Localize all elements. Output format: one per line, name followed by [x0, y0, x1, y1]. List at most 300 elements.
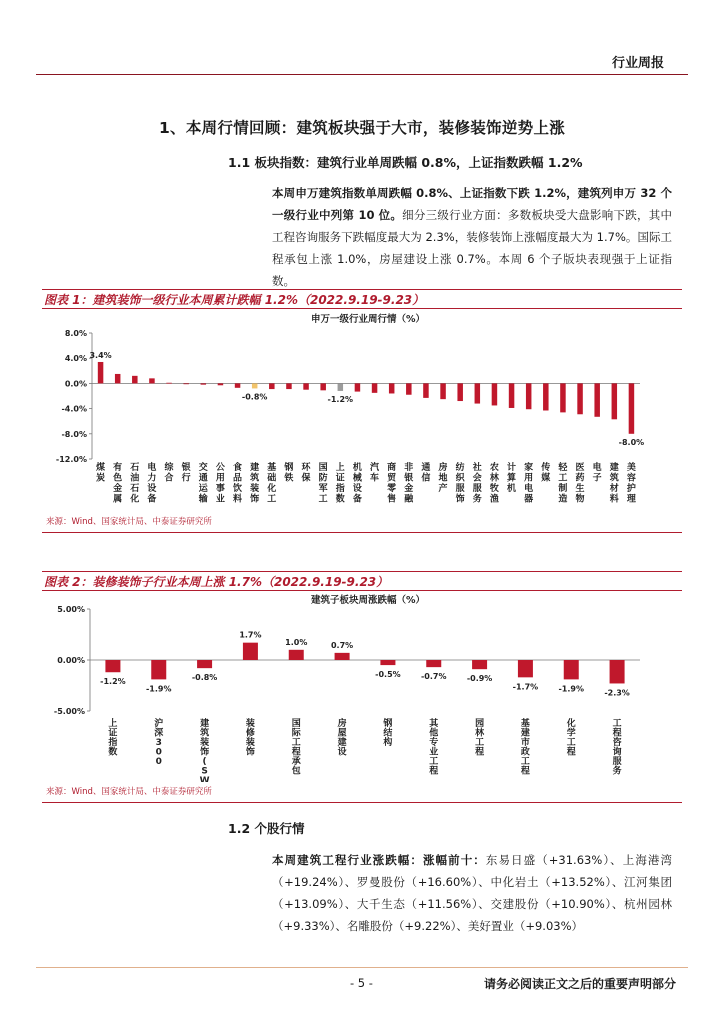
x-category-label-char: 结 — [383, 728, 393, 739]
x-category-label-char: 医 — [575, 463, 585, 473]
x-category-label — [387, 461, 397, 505]
x-category-label-char: 煤 — [96, 463, 106, 473]
x-category-label — [200, 717, 210, 782]
x-category-label — [429, 717, 439, 777]
x-category-label-char: 建 — [250, 463, 260, 473]
x-category-label-char: 工 — [566, 738, 576, 748]
section-title: 1、本周行情回顾：建筑板块强于大市，装修装饰逆势上涨 — [158, 119, 566, 137]
paragraph-index-summary — [272, 182, 672, 292]
bar — [335, 653, 350, 660]
bar — [183, 383, 189, 384]
bar — [151, 660, 166, 679]
bar — [472, 660, 487, 669]
bar — [105, 660, 120, 672]
bar — [115, 374, 121, 383]
x-category-label-char: 际 — [291, 728, 301, 739]
data-label: 3.4% — [89, 350, 112, 360]
x-category-label-char: 食 — [233, 463, 243, 473]
bar — [286, 383, 292, 389]
x-category-label-char: 料 — [609, 494, 619, 505]
x-category-label — [489, 461, 500, 505]
data-label: -1.9% — [145, 684, 172, 694]
x-category-label-char: 备 — [352, 494, 362, 505]
bar — [218, 383, 224, 385]
x-category-label-char: 地 — [438, 473, 448, 484]
x-category-label — [421, 461, 430, 484]
x-category-label-char: 证 — [108, 728, 118, 739]
data-label: -1.9% — [558, 684, 585, 694]
x-category-label-char: 油 — [130, 473, 140, 484]
x-category-label-char: 用 — [215, 473, 225, 484]
x-category-label-char: 包 — [291, 766, 301, 777]
x-category-label-char: 饰 — [200, 747, 210, 758]
paragraph-top-gainers — [272, 849, 672, 937]
x-category-label-char: 环 — [301, 463, 311, 473]
x-category-label — [524, 461, 533, 505]
x-category-label-char: 械 — [352, 473, 362, 484]
bar — [594, 383, 600, 416]
x-category-label-char: 咨 — [612, 738, 622, 748]
x-category-label-char: 事 — [215, 484, 225, 494]
bar — [132, 376, 138, 384]
x-category-label — [404, 461, 414, 505]
x-category-label-char: 药 — [575, 473, 585, 484]
x-category-label-char: 询 — [612, 747, 622, 758]
x-category-label-char: 政 — [520, 747, 530, 758]
x-category-label — [370, 461, 380, 484]
x-category-label-char: 业 — [429, 747, 439, 758]
paragraph-bold-lead: 本周建筑工程行业涨跌幅：涨幅前十： — [272, 853, 486, 867]
x-category-label-char: 饰 — [455, 494, 465, 505]
y-tick-label: -5.00% — [53, 707, 85, 716]
header-divider — [36, 74, 688, 75]
x-category-label — [507, 461, 516, 494]
x-category-label-char: 上 — [108, 719, 118, 729]
bar — [372, 383, 378, 392]
paragraph-body: 东易日盛（+31.63%）、上海港湾（+19.24%）、罗曼股份（+16.60%）、中化岩土（+13.52%）、江河集团（+13.09%）、大千生态（+11.56%）、交建股份（+10.90%）、杭州园林（+9.33%）、名雕股份（+9.22%）、美好置业（+9.03%） — [272, 853, 672, 933]
bar — [389, 383, 395, 393]
x-category-label-char: 计 — [507, 463, 517, 473]
page-number: - 5 - — [350, 976, 373, 990]
x-category-label-char: 房 — [438, 463, 448, 473]
x-category-label — [557, 461, 568, 505]
x-category-label — [475, 717, 485, 758]
x-category-label — [147, 461, 156, 505]
chart-title: 申万一级行业周行情（%） — [310, 314, 426, 325]
bar — [166, 383, 172, 384]
x-category-label-char: 输 — [198, 494, 208, 505]
x-category-label-char: 他 — [429, 728, 439, 739]
x-category-label — [382, 717, 392, 748]
x-category-label — [198, 461, 209, 505]
data-label: -0.8% — [241, 392, 268, 402]
x-category-label-char: 饰 — [250, 494, 260, 505]
x-category-label-char: 制 — [558, 484, 568, 494]
x-category-label-char: 护 — [626, 484, 636, 494]
x-category-label-char: 基 — [267, 463, 277, 473]
figure-1-title: 图表 1：建筑装饰一级行业本周累计跌幅 1.2%（2022.9.19-9.23） — [42, 289, 682, 309]
x-category-label-char: 饰 — [245, 747, 255, 758]
x-category-label-char: 其 — [429, 719, 439, 729]
x-category-label-char: 指 — [335, 484, 345, 494]
x-category-label — [112, 461, 122, 505]
x-category-label-char: 社 — [472, 463, 482, 473]
x-category-label-char: 装 — [245, 738, 255, 748]
bar — [338, 383, 344, 391]
bar — [475, 383, 481, 403]
x-category-label-char: 建 — [520, 728, 530, 739]
x-category-label — [520, 717, 530, 777]
data-label: 0.7% — [330, 640, 354, 650]
x-category-label-char: 家 — [524, 463, 534, 473]
x-category-label-char: 证 — [335, 473, 345, 484]
x-category-label-char: 料 — [233, 494, 243, 505]
y-tick-label: 0.0% — [64, 379, 87, 389]
y-tick-label: 4.0% — [64, 354, 87, 364]
figure-2-source: 来源：Wind、国家统计局、中泰证券研究所 — [46, 787, 212, 797]
x-category-label-char: 服 — [455, 484, 465, 494]
x-category-label-char: 子 — [592, 473, 602, 484]
x-category-label-char: 纺 — [455, 463, 465, 473]
x-category-label-char: 钢 — [383, 719, 393, 729]
x-category-label-char: 程 — [520, 766, 530, 777]
x-category-label-char: 牧 — [489, 484, 499, 494]
x-category-label-char: 综 — [164, 463, 174, 473]
x-category-label-char: 0 — [155, 747, 162, 758]
data-label: -1.7% — [512, 682, 539, 692]
x-category-label-char: 行 — [181, 473, 191, 484]
x-category-label-char: 房 — [337, 719, 347, 729]
x-category-label-char: 通 — [421, 463, 431, 473]
x-category-label-char: 饮 — [233, 484, 243, 494]
x-category-label-char: 石 — [130, 463, 140, 473]
x-category-label-char: 防 — [318, 473, 328, 484]
x-category-label-char: 础 — [267, 473, 277, 484]
x-category-label — [129, 461, 139, 505]
bar — [560, 383, 566, 412]
x-category-label-char: 工 — [612, 719, 622, 729]
paragraph-body: 细分三级行业方面：多数板块受大盘影响下跌，其中工程咨询服务下跌幅度最大为 2.3%，装修装饰上涨幅度最大为 1.7%。国际工程承包上涨 1.0%，房屋建设上涨 0.7%。本周 6 个子版块表现强于上证指数。 — [272, 208, 672, 288]
x-category-label-char: 构 — [383, 738, 393, 748]
bar — [610, 660, 625, 683]
subsection-title-index: 1.1 板块指数：建筑行业单周跌幅 0.8%，上证指数跌幅 1.2% — [228, 155, 583, 170]
x-category-label-char: 备 — [147, 494, 157, 505]
x-category-label-char: 品 — [233, 473, 243, 484]
x-category-label — [627, 461, 637, 505]
x-category-label-char: 建 — [200, 719, 210, 729]
x-category-label-char: 公 — [215, 463, 225, 473]
bar — [197, 660, 212, 668]
x-category-label-char: 工 — [291, 738, 301, 748]
x-category-label-char: 售 — [387, 494, 397, 505]
bar — [509, 383, 515, 408]
x-category-label-char: 融 — [404, 494, 414, 505]
footer-disclaimer: 请务必阅读正文之后的重要声明部分 — [483, 977, 676, 991]
x-category-label-char: 电 — [147, 463, 157, 473]
x-category-label-char: 3 — [155, 738, 162, 748]
y-tick-label: 5.00% — [57, 605, 85, 614]
x-category-label — [472, 461, 483, 505]
x-category-label-char: 织 — [455, 473, 465, 484]
x-category-label-char: 工 — [429, 757, 439, 767]
x-category-label-char: 用 — [524, 473, 534, 484]
x-category-label — [610, 461, 619, 505]
subsection-title-stocks: 1.2 个股行情 — [228, 821, 305, 836]
bar — [201, 383, 207, 384]
x-category-label — [540, 461, 551, 484]
x-category-label — [319, 461, 328, 505]
x-category-label-char: 国 — [291, 719, 301, 729]
y-tick-label: 8.0% — [64, 329, 87, 338]
x-category-label-char: 数 — [335, 494, 345, 505]
data-label: 1.7% — [239, 630, 262, 640]
data-label: -1.2% — [327, 394, 354, 404]
x-category-label — [337, 717, 347, 758]
x-category-label-char: 车 — [370, 473, 380, 484]
x-category-label-char: 石 — [130, 484, 140, 494]
x-category-label-char: 修 — [245, 728, 255, 739]
x-category-label — [456, 461, 466, 505]
x-category-label-char: 务 — [472, 494, 482, 505]
x-category-label-char: 色 — [113, 473, 123, 484]
x-category-label-char: 容 — [626, 473, 636, 484]
data-label: -0.8% — [191, 673, 218, 683]
x-category-label — [438, 461, 448, 494]
x-category-label-char: 材 — [609, 484, 619, 494]
x-category-label-char: 轻 — [558, 463, 568, 473]
x-category-label-char: 运 — [198, 484, 208, 494]
x-category-label-char: 学 — [566, 728, 576, 739]
x-category-label-char: 设 — [147, 484, 157, 494]
x-category-label — [233, 461, 242, 505]
x-category-label-char: 务 — [612, 766, 622, 777]
x-category-label-char: 设 — [337, 747, 347, 758]
bar — [543, 383, 549, 410]
y-tick-label: 0.00% — [57, 656, 85, 665]
x-category-label-char: 装 — [200, 738, 210, 748]
x-category-label-char: 机 — [352, 463, 362, 473]
x-category-label-char: 专 — [429, 738, 439, 748]
x-category-label-char: 美 — [626, 463, 636, 473]
x-category-label — [291, 717, 302, 777]
x-category-label-char: 炭 — [96, 473, 106, 484]
bar — [289, 650, 304, 660]
bar — [457, 383, 463, 401]
data-label: -0.5% — [375, 670, 401, 680]
x-category-label-char: 银 — [181, 463, 191, 473]
x-category-label-char: 工 — [267, 494, 277, 505]
x-category-label — [353, 461, 363, 505]
x-category-label-char: 建 — [337, 738, 347, 748]
x-category-label — [566, 717, 576, 758]
x-category-label-char: 渔 — [489, 494, 499, 505]
x-category-label-char: 电 — [524, 484, 534, 494]
x-category-label-char: 装 — [250, 484, 260, 494]
x-category-label — [182, 461, 191, 484]
x-category-label-char: S — [201, 766, 208, 777]
x-category-label — [216, 462, 226, 505]
x-category-label-char: 保 — [301, 473, 311, 484]
x-category-label-char: 交 — [198, 463, 208, 473]
bar — [423, 383, 429, 397]
y-tick-label: -4.0% — [61, 404, 87, 414]
data-label: -1.2% — [100, 677, 126, 687]
x-category-label-char: W — [199, 776, 210, 782]
x-category-label-char: 农 — [489, 463, 499, 473]
bar — [518, 660, 533, 677]
x-category-label-char: 合 — [164, 473, 174, 484]
x-category-label — [576, 461, 585, 505]
data-label: -0.9% — [466, 674, 493, 684]
x-category-label-char: 林 — [489, 473, 499, 484]
x-category-label-char: 程 — [566, 747, 576, 758]
data-label: -0.7% — [420, 672, 447, 682]
x-category-label-char: 生 — [575, 484, 585, 494]
report-type-label: 行业周报 — [611, 56, 664, 71]
figure-1-bottom-rule — [42, 532, 682, 533]
x-category-label-char: 物 — [575, 494, 585, 505]
figure-2-bottom-rule — [42, 802, 682, 803]
bar — [526, 383, 532, 409]
bar — [252, 383, 258, 388]
chart-title: 建筑子板块周涨跌幅（%） — [310, 595, 426, 606]
x-category-label-char: 传 — [541, 463, 551, 473]
x-category-label-char: 电 — [592, 463, 602, 473]
x-category-label-char: 数 — [108, 747, 118, 758]
x-category-label — [154, 717, 163, 767]
x-category-label-char: 筑 — [250, 473, 260, 484]
x-category-label-char: 媒 — [541, 473, 551, 484]
x-category-label-char: 化 — [267, 484, 277, 494]
paragraph-bold-lead: 本周申万建筑指数单周跌幅 0.8%、上证指数下跌 1.2%，建筑列申万 32 个一级行业中列第 10 位。 — [272, 186, 672, 222]
data-label: 1.0% — [285, 637, 308, 647]
x-category-label-char: 工 — [520, 757, 530, 767]
x-category-label-char: 产 — [438, 484, 448, 494]
x-category-label-char: 0 — [155, 757, 162, 767]
x-category-label-char: 算 — [507, 473, 517, 484]
bar — [303, 383, 309, 389]
x-category-label-char: ( — [202, 757, 207, 767]
x-category-label-char: 基 — [520, 719, 530, 729]
bar — [320, 383, 326, 390]
x-category-label-char: 程 — [475, 747, 485, 758]
x-category-label — [250, 461, 259, 505]
x-category-label-char: 沪 — [154, 719, 164, 729]
x-category-label-char: 钢 — [284, 463, 294, 473]
bar — [235, 383, 241, 387]
bar — [380, 660, 395, 665]
x-category-label-char: 非 — [404, 463, 414, 473]
x-category-label-char: 市 — [520, 738, 530, 748]
bar — [243, 643, 258, 660]
x-category-label-char: 工 — [475, 738, 485, 748]
x-category-label-char: 设 — [352, 484, 362, 494]
x-category-label-char: 有 — [113, 463, 123, 473]
x-category-label-char: 工 — [318, 494, 328, 505]
x-category-label-char: 屋 — [337, 728, 347, 739]
x-category-label-char: 金 — [113, 484, 123, 494]
figure-1-source: 来源：Wind、国家统计局、中泰证券研究所 — [46, 517, 212, 527]
bar — [440, 383, 446, 399]
x-category-label-char: 贸 — [387, 473, 397, 484]
x-category-label-char: 银 — [404, 473, 414, 484]
x-category-label-char: 器 — [524, 494, 534, 505]
x-category-label-char: 程 — [429, 766, 439, 777]
bar — [564, 660, 579, 679]
bar — [355, 383, 361, 391]
bar — [426, 660, 441, 667]
x-category-label-char: 上 — [335, 463, 345, 473]
footer-divider — [36, 967, 688, 968]
bar — [269, 383, 275, 389]
y-tick-label: -8.0% — [61, 429, 87, 439]
data-label: -8.0% — [618, 437, 645, 447]
industry-weekly-bar-chart — [42, 310, 682, 512]
x-category-label-char: 指 — [108, 738, 118, 748]
x-category-label-char: 铁 — [284, 473, 294, 484]
x-category-label-char: 军 — [318, 484, 328, 494]
x-category-label-char: 金 — [404, 484, 414, 494]
x-category-label — [165, 461, 175, 484]
bar — [629, 383, 635, 433]
x-category-label-char: 国 — [318, 463, 328, 473]
bar — [98, 362, 104, 383]
x-category-label-char: 汽 — [370, 463, 380, 473]
x-category-label — [593, 461, 602, 484]
x-category-label-char: 林 — [475, 728, 485, 739]
x-category-label-char: 信 — [421, 473, 431, 484]
x-category-label — [613, 718, 623, 777]
x-category-label — [266, 461, 276, 505]
x-category-label-char: 工 — [558, 473, 568, 484]
figure-2-title: 图表 2：装修装饰子行业本周上涨 1.7%（2022.9.19-9.23） — [42, 571, 682, 591]
x-category-label-char: 筑 — [200, 728, 210, 739]
x-category-label-char: 化 — [130, 494, 140, 505]
bar — [492, 383, 498, 405]
x-category-label-char: 建 — [609, 463, 619, 473]
x-category-label-char: 会 — [472, 473, 482, 484]
x-category-label-char: 机 — [507, 484, 517, 494]
x-category-label — [283, 461, 293, 484]
x-category-label-char: 深 — [154, 728, 164, 739]
x-category-label-char: 服 — [472, 484, 482, 494]
x-category-label-char: 理 — [626, 494, 636, 505]
x-category-label — [246, 717, 255, 758]
x-category-label-char: 程 — [291, 747, 301, 758]
bar — [149, 378, 155, 383]
subsector-weekly-bar-chart — [42, 592, 682, 782]
x-category-label — [95, 461, 105, 484]
x-category-label-char: 服 — [612, 757, 622, 767]
x-category-label — [301, 461, 312, 484]
x-category-label-char: 属 — [113, 494, 123, 505]
x-category-label-char: 化 — [566, 719, 576, 729]
x-category-label-char: 力 — [147, 473, 157, 484]
x-category-label-char: 承 — [291, 757, 301, 767]
x-category-label — [336, 461, 345, 505]
x-category-label-char: 通 — [198, 473, 208, 484]
x-category-label-char: 园 — [475, 719, 485, 729]
x-category-label-char: 装 — [245, 719, 255, 729]
x-category-label-char: 商 — [387, 463, 397, 473]
y-tick-label: -12.0% — [55, 455, 87, 464]
x-category-label-char: 业 — [215, 494, 225, 505]
x-category-label-char: 零 — [387, 484, 397, 494]
x-category-label — [108, 717, 117, 758]
x-category-label-char: 造 — [558, 494, 568, 505]
data-label: -2.3% — [604, 688, 630, 698]
bar — [406, 383, 412, 394]
